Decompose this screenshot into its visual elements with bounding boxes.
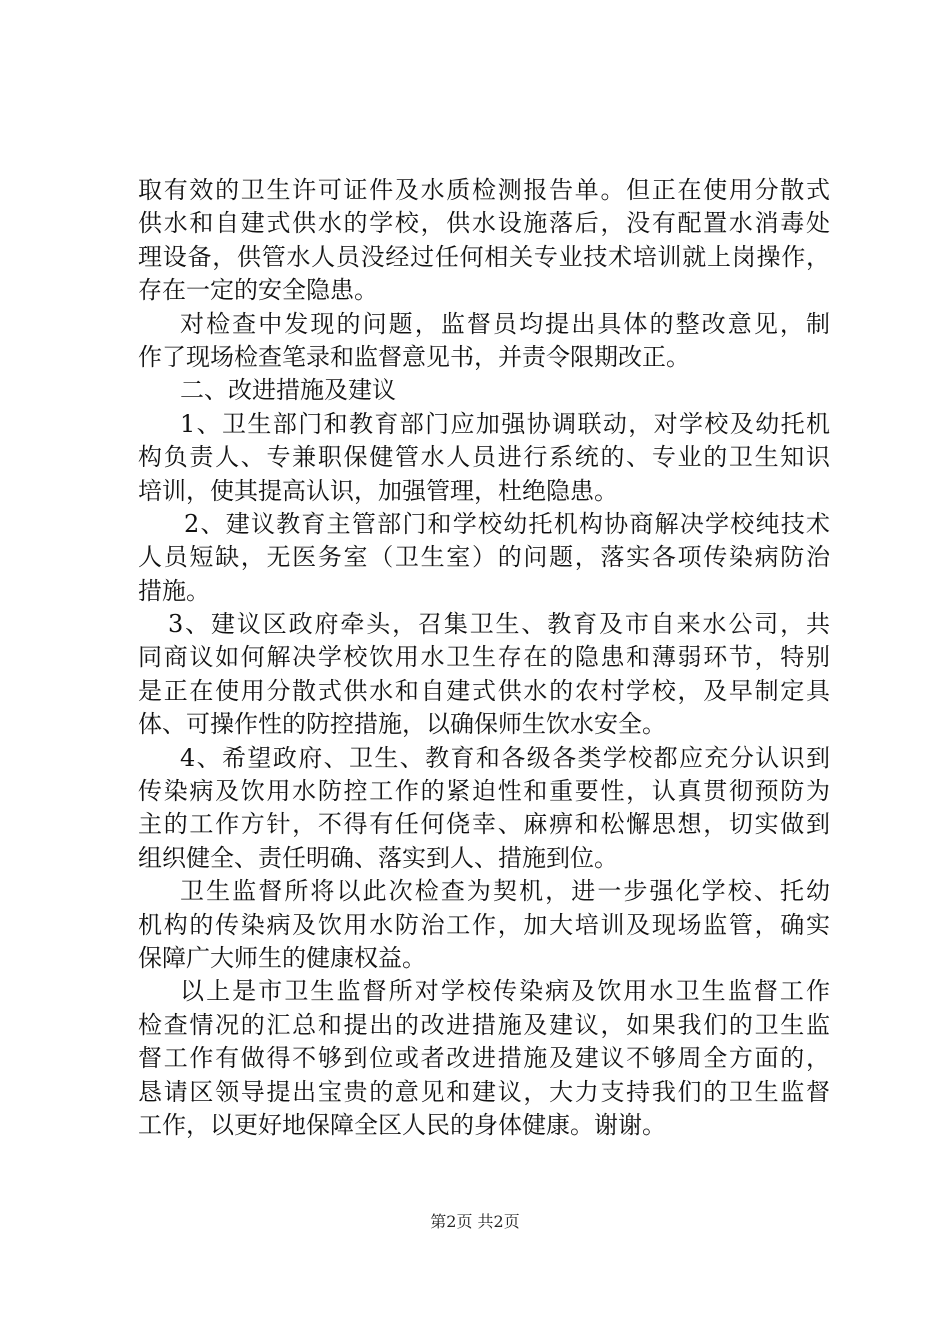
text-line: 存在一定的安全隐患。 [138,276,378,305]
text-line: 体、可操作性的防控措施，以确保师生饮水安全。 [138,710,666,739]
text-line: 2、建议教育主管部门和学校幼托机构协商解决学校纯技术 [184,509,830,538]
text-line: 同商议如何解决学校饮用水卫生存在的隐患和薄弱环节，特别 [138,643,830,672]
text-line: 措施。 [138,576,210,605]
text-line: 人员短缺，无医务室（卫生室）的问题，落实各项传染病防治 [138,543,830,572]
text-line: 二、改进措施及建议 [180,376,396,405]
text-line: 检查情况的汇总和提出的改进措施及建议，如果我们的卫生监 [138,1010,830,1039]
text-line: 培训，使其提高认识，加强管理，杜绝隐患。 [138,476,618,505]
text-line: 取有效的卫生许可证件及水质检测报告单。但正在使用分散式 [138,176,830,204]
text-line: 供水和自建式供水的学校，供水设施落后，没有配置水消毒处 [138,209,830,238]
text-line: 4、希望政府、卫生、教育和各级各类学校都应充分认识到 [180,743,830,772]
text-line: 督工作有做得不够到位或者改进措施及建议不够周全方面的， [138,1044,830,1073]
text-line: 卫生监督所将以此次检查为契机，进一步强化学校、托幼 [180,877,830,906]
text-line: 恳请区领导提出宝贵的意见和建议，大力支持我们的卫生监督 [138,1077,830,1106]
text-line: 作了现场检查笔录和监督意见书，并责令限期改正。 [138,342,690,371]
text-line: 1、卫生部门和教育部门应加强协调联动，对学校及幼托机 [180,409,830,438]
text-line: 工作，以更好地保障全区人民的身体健康。谢谢。 [138,1110,666,1139]
text-line: 理设备，供管水人员没经过任何相关专业技术培训就上岗操作， [138,242,830,271]
text-line: 3、建议区政府牵头，召集卫生、教育及市自来水公司，共 [168,610,830,639]
text-line: 是正在使用分散式供水和自建式供水的农村学校，及早制定具 [138,676,830,705]
page-number-label: 第2页 共2页 [430,1212,520,1231]
text-line: 机构的传染病及饮用水防治工作，加大培训及现场监管，确实 [138,910,830,939]
document-body [138,174,830,1142]
text-line: 以上是市卫生监督所对学校传染病及饮用水卫生监督工作 [180,977,830,1006]
page-footer [0,1212,950,1232]
text-line: 构负责人、专兼职保健管水人员进行系统的、专业的卫生知识 [138,443,830,472]
text-line: 保障广大师生的健康权益。 [138,943,426,972]
text-line: 对检查中发现的问题，监督员均提出具体的整改意见，制 [180,309,830,338]
text-line: 传染病及饮用水防控工作的紧迫性和重要性，认真贯彻预防为 [138,777,830,806]
text-line: 主的工作方针，不得有任何侥幸、麻痹和松懈思想，切实做到 [138,810,830,839]
text-line: 组织健全、责任明确、落实到人、措施到位。 [138,843,618,872]
